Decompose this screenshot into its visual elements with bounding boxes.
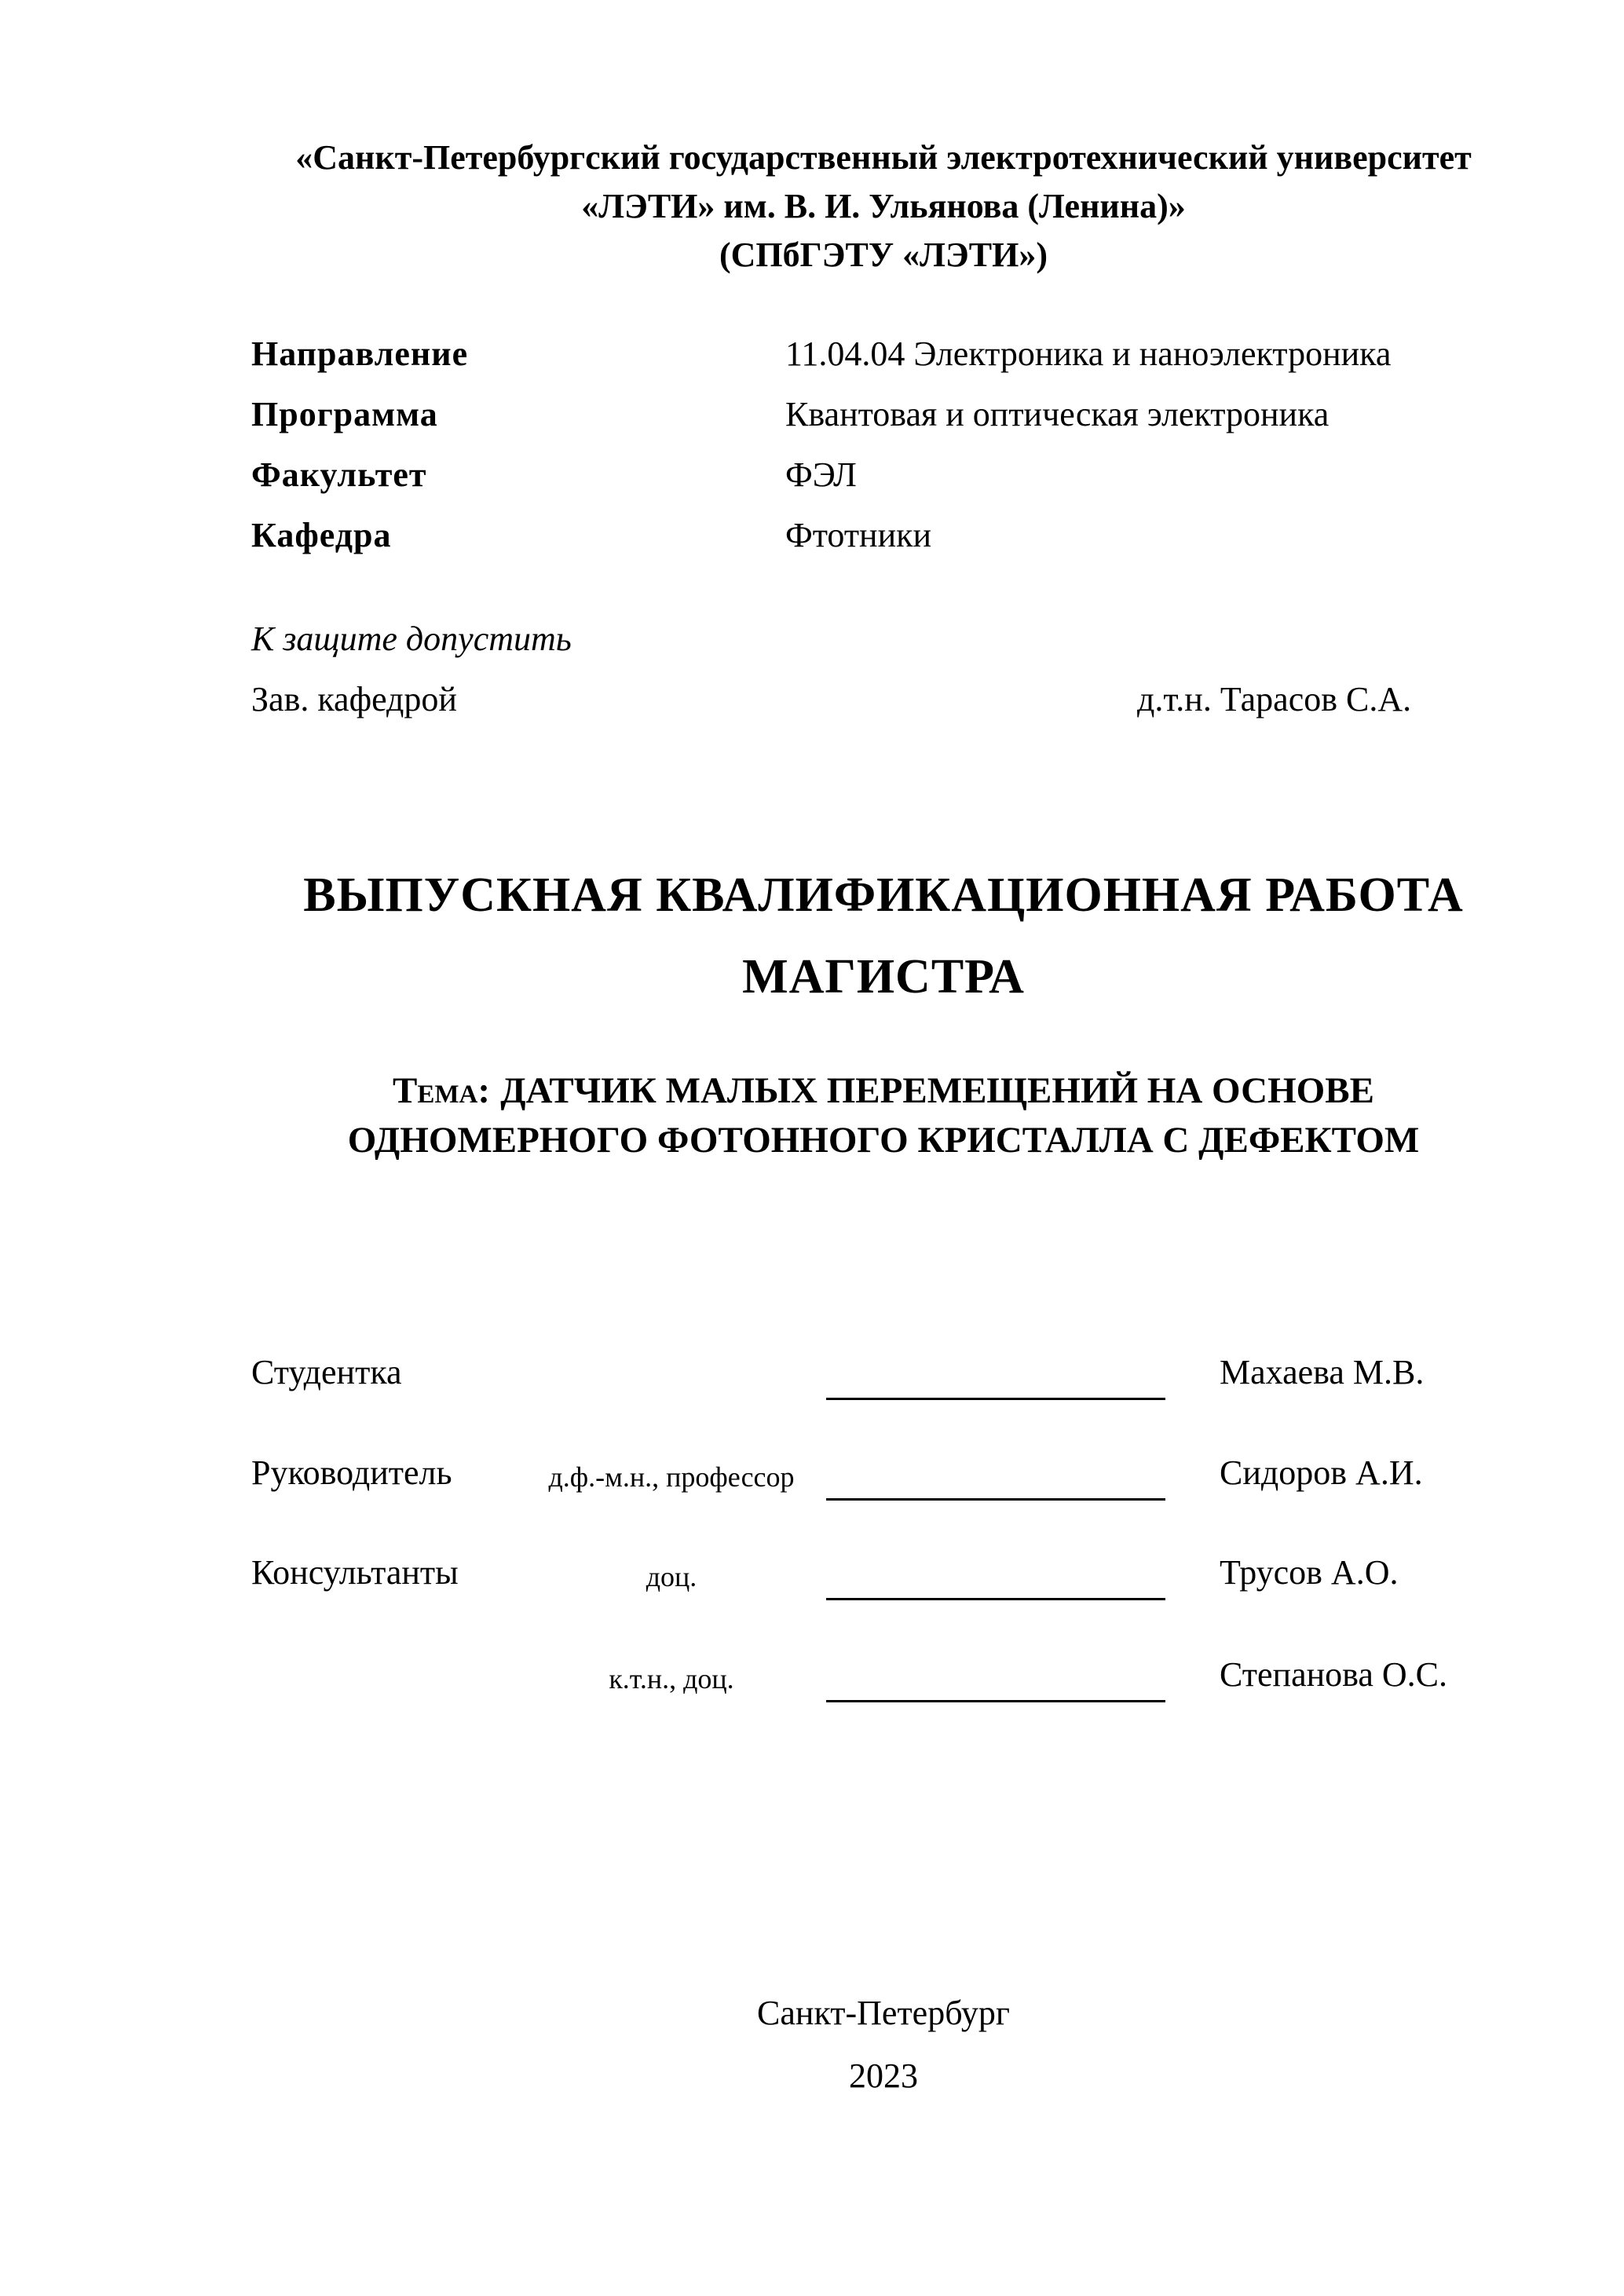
field-label-direction: Направление — [251, 335, 469, 373]
field-value-program: Квантовая и оптическая электроника — [785, 395, 1330, 433]
field-row-faculty — [232, 455, 1535, 502]
signature-line — [826, 1654, 1165, 1702]
field-row-department — [232, 515, 1535, 562]
field-value-faculty: ФЭЛ — [785, 455, 857, 494]
signature-row-supervisor — [232, 1453, 1535, 1508]
department-head-name: д.т.н. Тарасов С.А. — [1137, 680, 1412, 718]
signature-role-supervisor: Руководитель — [251, 1453, 452, 1492]
theme-line2: ОДНОМЕРНОГО ФОТОННОГО КРИСТАЛЛА С ДЕФЕКТОМ — [347, 1120, 1420, 1161]
signature-qualification-supervisor: д.ф.-м.н., профессор — [548, 1461, 795, 1493]
footer-city: Санкт-Петербург — [757, 1994, 1010, 2032]
signature-name-consultant-2: Степанова О.С. — [1220, 1655, 1447, 1694]
admission-permit-line: К защите допустить — [251, 620, 572, 658]
university-header-line3: (СПбГЭТУ «ЛЭТИ») — [719, 236, 1048, 274]
signature-role-consultants: Консультанты — [251, 1553, 459, 1592]
signature-line — [826, 1453, 1165, 1501]
signature-qualification-consultant-2: к.т.н., доц. — [609, 1663, 734, 1695]
signature-name-consultant-1: Трусов А.О. — [1220, 1553, 1399, 1592]
department-head-label: Зав. кафедрой — [251, 680, 457, 718]
signature-name-supervisor: Сидоров А.И. — [1220, 1453, 1423, 1492]
thesis-theme — [232, 1066, 1535, 1165]
field-label-department: Кафедра — [251, 516, 392, 554]
signature-row-consultant-2 — [232, 1654, 1535, 1709]
signature-name-student: Махаева М.В. — [1220, 1353, 1425, 1391]
field-value-direction: 11.04.04 Электроника и наноэлектроника — [785, 335, 1392, 373]
field-label-program: Программа — [251, 395, 438, 433]
field-row-program — [232, 394, 1535, 441]
theme-line1 — [232, 1066, 1535, 1116]
footer-year: 2023 — [849, 2057, 918, 2095]
field-label-faculty: Факультет — [251, 455, 427, 494]
main-title-line2: МАГИСТРА — [742, 950, 1025, 1004]
signature-row-student — [232, 1352, 1535, 1407]
theme-line1-text: ДАТЧИК МАЛЫХ ПЕРЕМЕЩЕНИЙ НА ОСНОВЕ — [500, 1070, 1374, 1111]
admission-row — [232, 679, 1535, 726]
main-title-line1: ВЫПУСКНАЯ КВАЛИФИКАЦИОННАЯ РАБОТА — [303, 868, 1464, 922]
signature-line — [826, 1552, 1165, 1600]
field-value-department: Фтотники — [785, 516, 932, 554]
signature-row-consultant-1 — [232, 1552, 1535, 1607]
field-row-direction — [232, 334, 1535, 381]
university-header-line1: «Санкт-Петербургский государственный электротехнический университет — [295, 138, 1472, 177]
page-content — [232, 0, 1535, 2296]
signature-qualification-consultant-1: доц. — [646, 1561, 697, 1592]
signature-line — [826, 1352, 1165, 1400]
main-title — [232, 854, 1535, 1018]
university-header — [232, 133, 1535, 280]
theme-prefix: Тема: — [393, 1070, 491, 1111]
signature-role-student: Студентка — [251, 1353, 402, 1391]
university-header-line2: «ЛЭТИ» им. В. И. Ульянова (Ленина)» — [581, 187, 1186, 225]
